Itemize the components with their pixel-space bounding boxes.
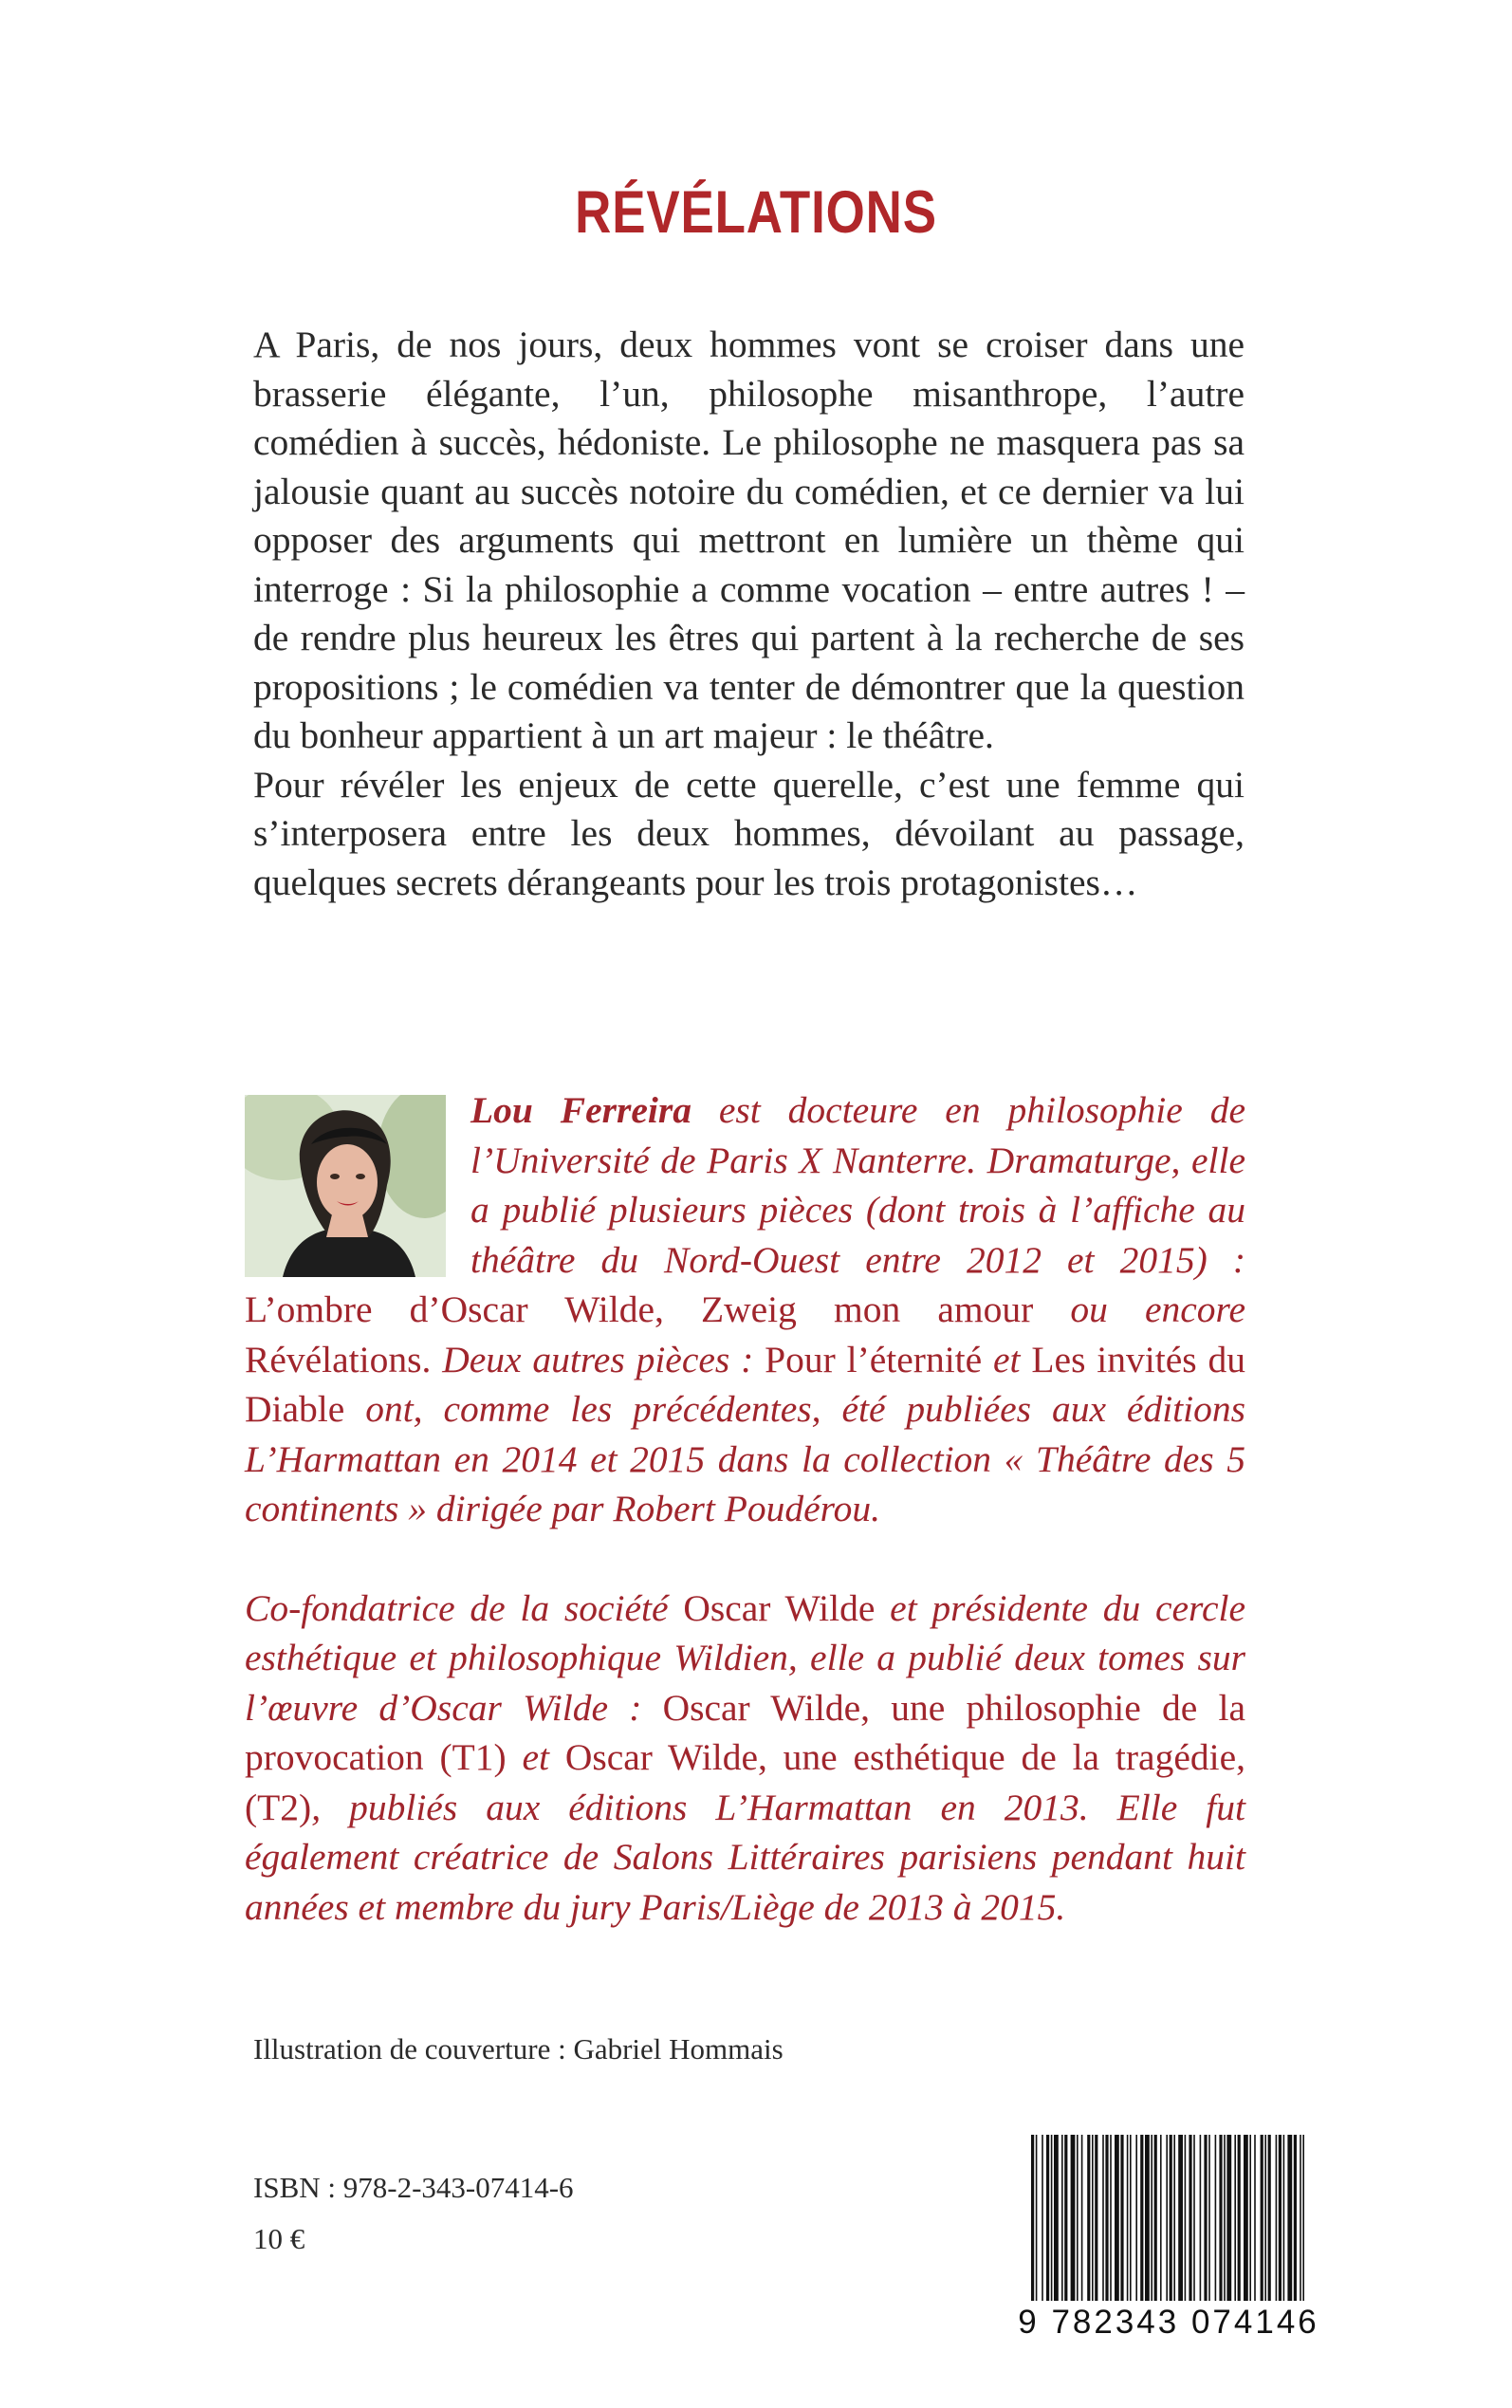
- barcode-bar: [1092, 2135, 1094, 2301]
- barcode-bar: [1294, 2135, 1297, 2301]
- barcode-bar: [1300, 2135, 1301, 2301]
- work-title-t2: Oscar Wilde, une esthétique de la tragédie, (T2): [245, 1736, 1245, 1828]
- author-name: Lou Ferreira: [470, 1089, 691, 1131]
- barcode-bar: [1071, 2135, 1076, 2301]
- barcode-bar: [1224, 2135, 1226, 2301]
- barcode-bar: [1189, 2135, 1191, 2301]
- barcode-bar: [1302, 2135, 1304, 2301]
- barcode-bar: [1120, 2135, 1123, 2301]
- barcode-bar: [1268, 2135, 1271, 2301]
- barcode-bars: [1018, 2127, 1319, 2307]
- barcode-bar: [1061, 2135, 1063, 2301]
- bio-text-1c: ou encore: [1033, 1288, 1245, 1330]
- bio-text-2e: et: [506, 1736, 565, 1778]
- barcode-bar: [1166, 2135, 1168, 2301]
- barcode-bar: [1208, 2135, 1210, 2301]
- barcode-bar: [1170, 2135, 1172, 2301]
- barcode-bar: [1140, 2135, 1143, 2301]
- synopsis: [253, 321, 1245, 907]
- barcode-bar: [1249, 2135, 1251, 2301]
- barcode-bar: [1145, 2135, 1150, 2301]
- work-title-eternite: Pour l’éternité: [765, 1338, 983, 1380]
- barcode-bar: [1077, 2135, 1079, 2301]
- bio-text-1g: et: [982, 1338, 1032, 1380]
- barcode-bar: [1127, 2135, 1129, 2301]
- barcode-bar: [1200, 2135, 1202, 2301]
- isbn: ISBN : 978-2-343-07414-6: [253, 2171, 574, 2204]
- author-portrait-illustration: [245, 1095, 446, 1277]
- society-name: Oscar Wilde: [683, 1586, 876, 1629]
- barcode-bar: [1173, 2135, 1175, 2301]
- work-titles-1: L’ombre d’Oscar Wilde, Zweig mon amour: [245, 1288, 1034, 1330]
- illustration-credit: Illustration de couverture : Gabriel Hommais: [253, 2032, 784, 2065]
- barcode-bar: [1064, 2135, 1067, 2301]
- barcode-bar: [1036, 2135, 1038, 2301]
- author-bio: [245, 1085, 1245, 1932]
- barcode-bar: [1042, 2135, 1043, 2301]
- barcode-bar: [1261, 2135, 1263, 2301]
- bio-text-2c: et présidente du cercle esthétique et philosophique Wildien, elle a publié deux tomes sur l’œuvre d’Oscar Wilde :: [245, 1586, 1245, 1729]
- barcode-bar: [1219, 2135, 1222, 2301]
- barcode-bar: [1154, 2135, 1157, 2301]
- barcode-bar: [1238, 2135, 1241, 2301]
- barcode-bar: [1130, 2135, 1132, 2301]
- barcode-bar: [1193, 2135, 1195, 2301]
- barcode-bar: [1204, 2135, 1207, 2301]
- barcode-bar: [1102, 2135, 1104, 2301]
- barcode-bar: [1054, 2135, 1059, 2301]
- work-title-t1: Oscar Wilde, une philosophie de la provocation (T1): [245, 1686, 1245, 1778]
- bio-paragraph-2: [245, 1584, 1245, 1933]
- barcode-bar: [1287, 2135, 1292, 2301]
- barcode: [1018, 2127, 1319, 2351]
- bio-text-2a: Co-fondatrice de la société: [245, 1586, 684, 1629]
- bio-text-1a: est docteure en philosophie de l’Université de Paris X Nanterre. Dramaturge, elle a publié plusieurs pièces (dont trois à l’affiche au théâtre du Nord-Ouest entre 2012 et 2015) :: [470, 1089, 1245, 1281]
- barcode-bar: [1135, 2135, 1137, 2301]
- barcode-bar: [1283, 2135, 1285, 2301]
- barcode-bar: [1226, 2135, 1231, 2301]
- book-title: RÉVÉLATIONS: [575, 179, 937, 246]
- barcode-bar: [1105, 2135, 1108, 2301]
- price: 10 €: [253, 2222, 305, 2255]
- barcode-bar: [1081, 2135, 1083, 2301]
- bio-text-1i: ont, comme les précédentes, été publiées aux éditions L’Harmattan en 2014 et 2015 dans la collection « Théâtre des 5 continents » dirigée par Robert Poudérou.: [245, 1388, 1245, 1529]
- synopsis-paragraph-1: A Paris, de nos jours, deux hommes vont se croiser dans une brasserie élégante, l’un, philosophe misanthrope, l’autre comédien à succès, hédoniste. Le philosophe ne masquera pas sa jalousie quant au succès notoire du comédien, et ce dernier va lui opposer des arguments qui mettront en lumière un thème qui interroge : Si la philosophie a comme vocation – entre autres ! – de rendre plus heureux les êtres qui partent à la recherche de ses propositions ; le comédien va tenter de démontrer que la question du bonheur appartient à un art majeur : le théâtre.: [253, 324, 1245, 756]
- barcode-bar: [1115, 2135, 1119, 2301]
- work-title-revelations: Révélations.: [245, 1338, 432, 1380]
- barcode-bar: [1046, 2135, 1049, 2301]
- work-title-invites: Les invités du Diable: [245, 1338, 1245, 1430]
- barcode-bar: [1254, 2135, 1256, 2301]
- bio-text-1e: Deux autres pièces :: [431, 1338, 765, 1380]
- barcode-bar: [1276, 2135, 1278, 2301]
- barcode-bar: [1095, 2135, 1097, 2301]
- barcode-bar: [1234, 2135, 1236, 2301]
- barcode-bar: [1087, 2135, 1090, 2301]
- barcode-bar: [1264, 2135, 1266, 2301]
- barcode-bar: [1031, 2135, 1034, 2301]
- barcode-bar: [1110, 2135, 1112, 2301]
- barcode-bar: [1151, 2135, 1152, 2301]
- bio-paragraph-1: [245, 1085, 1245, 1534]
- synopsis-paragraph-2: Pour révéler les enjeux de cette querelle, c’est une femme qui s’interposera entre les deux hommes, dévoilant au passage, quelques secrets dérangeants pour les trois protagonistes…: [253, 763, 1245, 903]
- author-photo: [245, 1095, 446, 1277]
- barcode-bar: [1215, 2135, 1217, 2301]
- barcode-bar: [1279, 2135, 1282, 2301]
- barcode-bar: [1244, 2135, 1248, 2301]
- bio-text-2g: , publiés aux éditions L’Harmattan en 2013. Elle fut également créatrice de Salons Littéraires parisiens pendant huit années et membre du jury Paris/Liège de 2013 à 2015.: [245, 1786, 1245, 1928]
- barcode-bar: [1178, 2135, 1183, 2301]
- barcode-bar: [1160, 2135, 1162, 2301]
- barcode-number: 9 782343 074146: [1018, 2304, 1319, 2341]
- barcode-bar: [1185, 2135, 1187, 2301]
- barcode-bar: [1051, 2135, 1053, 2301]
